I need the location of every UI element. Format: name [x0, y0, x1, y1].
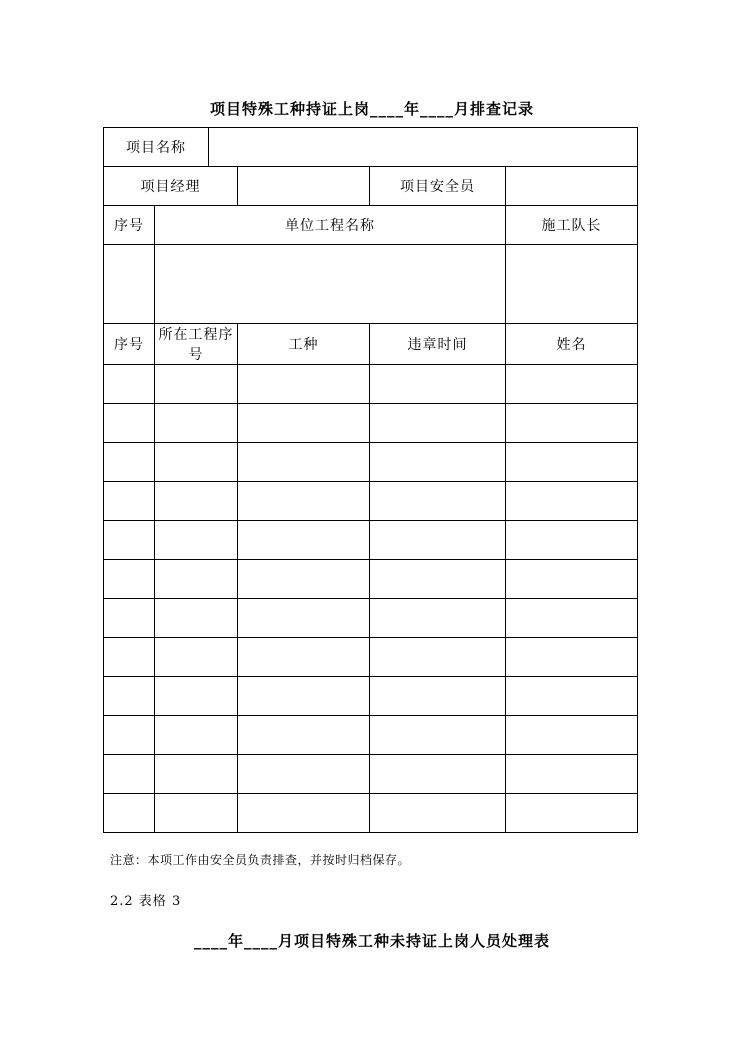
seq-cell[interactable] [104, 794, 155, 833]
unit-seq-field[interactable] [104, 245, 155, 324]
trade-cell[interactable] [238, 443, 370, 482]
violation-time-cell[interactable] [370, 599, 506, 638]
table-row [104, 404, 638, 443]
table-row [104, 365, 638, 404]
unit-project-name-label: 单位工程名称 [155, 206, 506, 245]
table-row [104, 521, 638, 560]
seq-cell[interactable] [104, 599, 155, 638]
table-row [104, 599, 638, 638]
seq-label: 序号 [104, 206, 155, 245]
seq-cell[interactable] [104, 560, 155, 599]
table-row [104, 638, 638, 677]
seq-cell[interactable] [104, 521, 155, 560]
col-header-project-seq: 所在工程序号 [155, 324, 238, 365]
name-cell[interactable] [506, 599, 638, 638]
trade-cell[interactable] [238, 677, 370, 716]
seq-cell[interactable] [104, 404, 155, 443]
unit-header-row [104, 206, 638, 245]
col-header-name: 姓名 [506, 324, 638, 365]
name-cell[interactable] [506, 677, 638, 716]
project-name-field[interactable] [209, 128, 638, 167]
col-header-trade: 工种 [238, 324, 370, 365]
seq-cell[interactable] [104, 677, 155, 716]
safety-officer-field[interactable] [506, 167, 638, 206]
name-cell[interactable] [506, 716, 638, 755]
col-header-violation-time: 违章时间 [370, 324, 506, 365]
project-seq-cell[interactable] [155, 677, 238, 716]
name-cell[interactable] [506, 443, 638, 482]
trade-cell[interactable] [238, 599, 370, 638]
trade-cell[interactable] [238, 560, 370, 599]
trade-cell[interactable] [238, 482, 370, 521]
table-row [104, 482, 638, 521]
name-cell[interactable] [506, 404, 638, 443]
project-seq-cell[interactable] [155, 599, 238, 638]
violation-time-cell[interactable] [370, 794, 506, 833]
seq-cell[interactable] [104, 638, 155, 677]
project-seq-cell[interactable] [155, 716, 238, 755]
project-manager-field[interactable] [238, 167, 370, 206]
seq-cell[interactable] [104, 443, 155, 482]
trade-cell[interactable] [238, 638, 370, 677]
name-cell[interactable] [506, 560, 638, 599]
violation-time-cell[interactable] [370, 755, 506, 794]
name-cell[interactable] [506, 482, 638, 521]
project-seq-cell[interactable] [155, 443, 238, 482]
trade-cell[interactable] [238, 716, 370, 755]
name-cell[interactable] [506, 638, 638, 677]
second-form-title: ____年____月项目特殊工种未持证上岗人员处理表 [193, 932, 550, 950]
form-title: 项目特殊工种持证上岗____年____月排查记录 [209, 100, 534, 118]
table-row [104, 677, 638, 716]
trade-cell[interactable] [238, 365, 370, 404]
violation-time-cell[interactable] [370, 716, 506, 755]
name-cell[interactable] [506, 521, 638, 560]
table-row [104, 794, 638, 833]
table-row [104, 443, 638, 482]
seq-cell[interactable] [104, 482, 155, 521]
team-leader-label: 施工队长 [506, 206, 638, 245]
project-name-label: 项目名称 [104, 128, 209, 167]
violation-time-cell[interactable] [370, 521, 506, 560]
section-heading: 2.2 表格 3 [110, 894, 182, 909]
unit-project-name-field[interactable] [155, 245, 506, 324]
project-seq-cell[interactable] [155, 638, 238, 677]
column-header-row [104, 324, 638, 365]
trade-cell[interactable] [238, 521, 370, 560]
record-rows [104, 365, 638, 833]
project-seq-cell[interactable] [155, 521, 238, 560]
trade-cell[interactable] [238, 794, 370, 833]
violation-time-cell[interactable] [370, 677, 506, 716]
safety-officer-label: 项目安全员 [370, 167, 506, 206]
unit-entry-row [104, 245, 638, 324]
project-seq-cell[interactable] [155, 404, 238, 443]
seq-cell[interactable] [104, 755, 155, 794]
violation-time-cell[interactable] [370, 443, 506, 482]
violation-time-cell[interactable] [370, 404, 506, 443]
project-seq-cell[interactable] [155, 794, 238, 833]
table-row [104, 716, 638, 755]
table-row [104, 755, 638, 794]
project-seq-cell[interactable] [155, 365, 238, 404]
name-cell[interactable] [506, 365, 638, 404]
project-name-row [104, 128, 638, 167]
table-row [104, 560, 638, 599]
violation-time-cell[interactable] [370, 365, 506, 404]
trade-cell[interactable] [238, 755, 370, 794]
violation-time-cell[interactable] [370, 638, 506, 677]
note-text: 注意：本项工作由安全员负责排查，并按时归档保存。 [110, 853, 411, 867]
trade-cell[interactable] [238, 404, 370, 443]
name-cell[interactable] [506, 794, 638, 833]
project-manager-label: 项目经理 [104, 167, 238, 206]
inspection-record-table [103, 127, 638, 833]
violation-time-cell[interactable] [370, 482, 506, 521]
project-staff-row [104, 167, 638, 206]
seq-cell[interactable] [104, 716, 155, 755]
team-leader-field[interactable] [506, 245, 638, 324]
project-seq-cell[interactable] [155, 482, 238, 521]
col-header-seq: 序号 [104, 324, 155, 365]
project-seq-cell[interactable] [155, 560, 238, 599]
project-seq-cell[interactable] [155, 755, 238, 794]
seq-cell[interactable] [104, 365, 155, 404]
violation-time-cell[interactable] [370, 560, 506, 599]
name-cell[interactable] [506, 755, 638, 794]
